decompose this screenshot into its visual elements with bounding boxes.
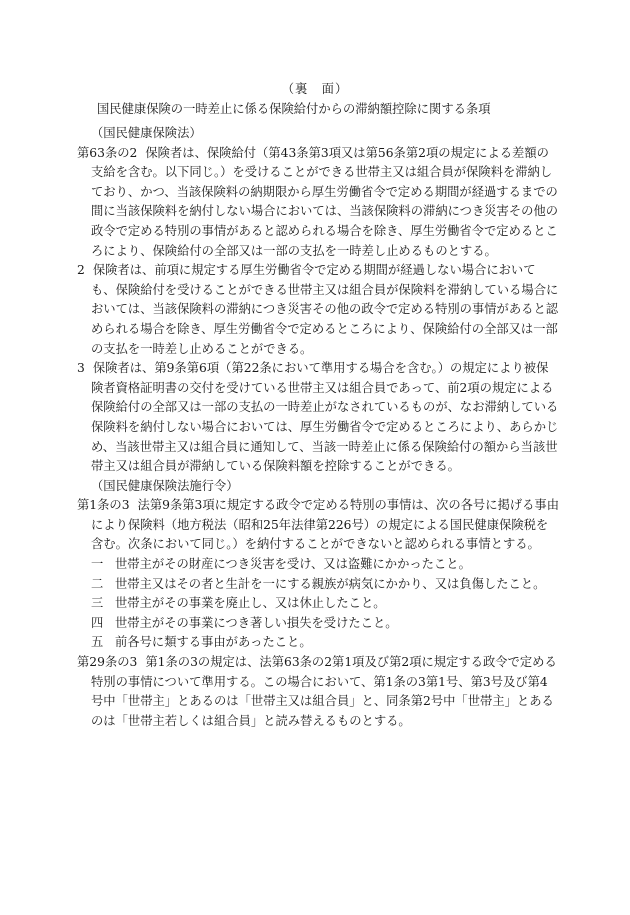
list-item [77, 555, 560, 575]
item-text: 世帯主又はその者と生計を一にする親族が病気にかかり、又は負傷したこと。 [115, 576, 546, 591]
page-side-label: （裏 面） [281, 82, 349, 96]
item-text: 世帯主がその財産につき災害を受け、又は盗難にかかったこと。 [115, 557, 471, 572]
article-text: 法第9条第3項に規定する政令で定める特別の事情は、次の各号に掲げる事由により保険料（地方税法（昭和25年法律第226号）の規定による国民健康保険税を含む。次条において同じ。）を納付することができないと認められる事情とする。 [91, 498, 559, 552]
paragraph-number: 2 [77, 263, 85, 278]
paragraph-text: 保険者は、前項に規定する厚生労働省令で定める期間が経過しない場合においても、保険給付を受けることができる世帯主又は組合員が保険料を滞納している場合においては、当該保険料の滞納につき災害その他の政令で定める特別の事情があると認められる場合を除き、厚生労働省令で定めるところにより、保険給付の全部又は一部の支払を一時差し止めることができる。 [91, 263, 559, 356]
article-63-2-para-2 [77, 261, 560, 359]
law-name-nhi-act: （国民健康保険法） [91, 126, 202, 140]
item-number: 一 [91, 557, 104, 572]
item-number: 四 [91, 615, 104, 630]
article-63-2-para-1 [77, 144, 560, 262]
list-item [77, 575, 560, 595]
article-text: 保険者は、保険給付（第43条第3項又は第56条第2項の規定による差額の支給を含む。以下同じ。）を受けることができる世帯主又は組合員が保険料を滞納しており、かつ、当該保険料の納期限から厚生労働省令で定める期間が経過するまでの間に当該保険料を納付しない場合においては、当該保険料の滞納につき災害その他の政令で定める特別の事情があると認められる場合を除き、厚生労働省令で定めるところにより、保険給付の全部又は一部の支払を一時差し止めるものとする。 [91, 145, 559, 258]
article-1-3 [77, 496, 560, 555]
item-number: 三 [91, 596, 104, 611]
paragraph-text: 保険者は、第9条第6項（第22条において準用する場合を含む。）の規定により被保険者資格証明書の交付を受けている世帯主又は組合員であって、前2項の規定による保険給付の全部又は一部の支払の一時差止がなされているものが、なお滞納している保険料を納付しない場合においては、厚生労働省令で定めるところにより、あらかじめ、当該世帯主又は組合員に通知して、当該一時差止に係る保険給付の額から当該世帯主又は組合員が滞納している保険料額を控除することができる。 [91, 361, 559, 474]
article-head: 第29条の3 [77, 655, 138, 670]
list-item [77, 594, 560, 614]
article-63-2-para-3 [77, 359, 560, 477]
item-number: 五 [91, 635, 104, 650]
article-29-3 [77, 653, 560, 731]
item-text: 前各号に類する事由があったこと。 [115, 635, 312, 650]
item-text: 世帯主がその事業につき著しい損失を受けたこと。 [115, 615, 398, 630]
document-title: 国民健康保険の一時差止に係る保険給付からの滞納額控除に関する条項 [97, 102, 491, 116]
list-item [77, 614, 560, 634]
article-head: 第1条の3 [77, 498, 130, 513]
item-number: 二 [91, 576, 104, 591]
paragraph-number: 3 [77, 361, 85, 376]
document-body [77, 124, 560, 731]
article-text: 第1条の3の規定は、法第63条の2第1項及び第2項に規定する政令で定める特別の事情について準用する。この場合において、第1条の3第1号、第3号及び第4号中「世帯主」とあるのは「世帯主又は組合員」と、同条第2号中「世帯主」とあるのは「世帯主若しくは組合員」と読み替えるものとする。 [91, 655, 557, 728]
article-head: 第63条の2 [77, 145, 138, 160]
law-name-nhi-order: （国民健康保険法施行令） [91, 478, 239, 493]
list-item [77, 633, 560, 653]
item-text: 世帯主がその事業を廃止し、又は休止したこと。 [115, 596, 386, 611]
